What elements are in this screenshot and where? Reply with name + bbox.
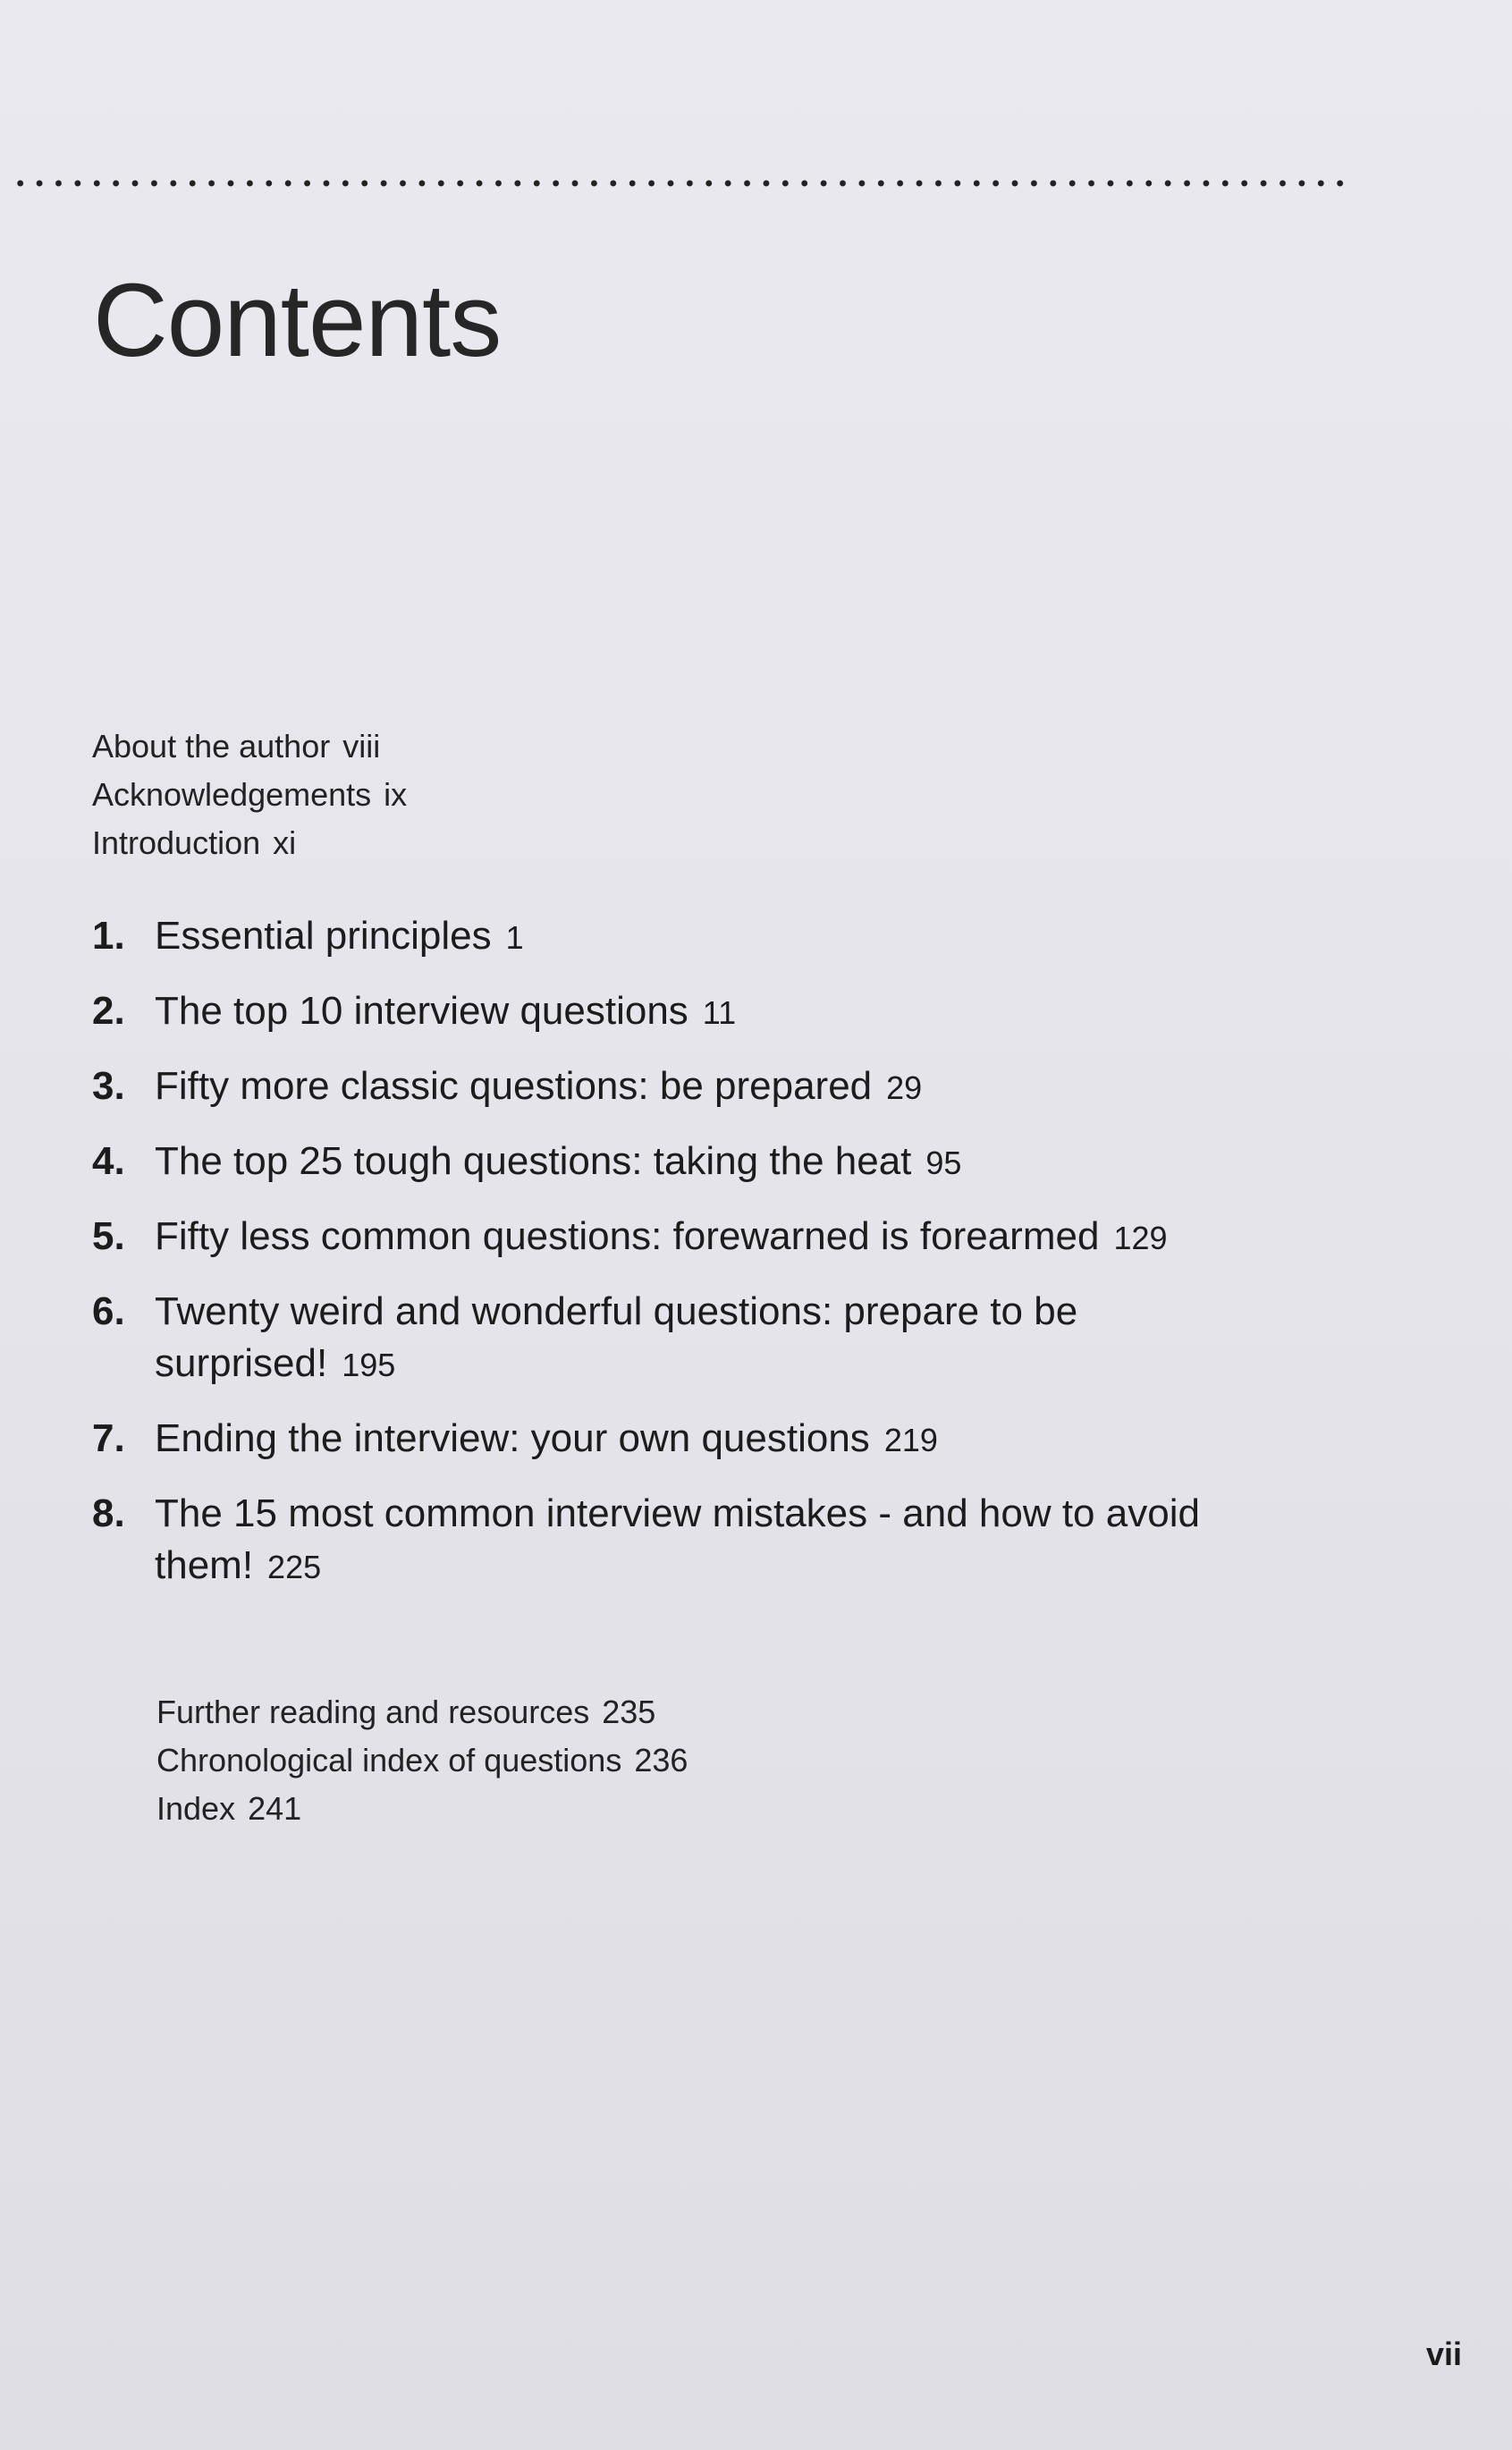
entry-label: Chronological index of questions [156, 1742, 622, 1778]
chapter-number: 2. [92, 989, 125, 1033]
chapter-page: 129 [1113, 1220, 1168, 1256]
chapter-number: 6. [92, 1289, 125, 1333]
chapter-title: Fifty less common questions: forewarned is forearmed [155, 1214, 1100, 1258]
chapter-item [92, 985, 1210, 1039]
chapter-item [92, 1211, 1210, 1264]
entry-page: viii [342, 728, 381, 765]
chapter-page: 1 [505, 919, 524, 956]
chapter-page: 225 [267, 1549, 322, 1585]
chapter-page: 195 [342, 1347, 396, 1383]
dotted-rule-divider [11, 177, 1345, 190]
front-matter-list [92, 722, 407, 867]
chapter-title: Ending the interview: your own questions [155, 1416, 870, 1460]
back-matter-item [156, 1688, 688, 1736]
entry-label: Index [156, 1790, 236, 1827]
chapter-title: Twenty weird and wonderful questions: prepare to be surprised! [155, 1289, 1078, 1385]
chapter-item [92, 1413, 1210, 1466]
chapter-title: The top 10 interview questions [155, 989, 688, 1033]
chapter-number: 1. [92, 914, 125, 958]
entry-label: About the author [92, 728, 331, 765]
chapter-title: Essential principles [155, 914, 492, 958]
chapter-page: 219 [883, 1422, 938, 1458]
chapter-title: Fifty more classic questions: be prepared [155, 1064, 873, 1108]
entry-page: 236 [634, 1742, 688, 1778]
chapter-page: 95 [925, 1145, 962, 1181]
chapter-item [92, 1060, 1210, 1114]
chapter-number: 8. [92, 1491, 125, 1535]
chapter-item [92, 910, 1210, 964]
chapter-title: The 15 most common interview mistakes - and how to avoid them! [155, 1491, 1200, 1587]
front-matter-item [92, 722, 407, 771]
entry-page: 241 [248, 1790, 302, 1827]
back-matter-item [156, 1736, 688, 1785]
entry-page: ix [384, 776, 408, 813]
chapter-page: 11 [702, 994, 737, 1031]
chapter-title: The top 25 tough questions: taking the heat [155, 1139, 912, 1183]
chapter-item [92, 1488, 1210, 1593]
chapter-number: 7. [92, 1416, 125, 1460]
entry-label: Introduction [92, 824, 261, 861]
page-number: vii [1426, 2336, 1463, 2372]
chapter-page: 29 [886, 1069, 923, 1106]
back-matter-list [156, 1688, 688, 1833]
entry-label: Further reading and resources [156, 1694, 590, 1730]
entry-label: Acknowledgements [92, 776, 372, 813]
page-title: Contents [93, 262, 502, 378]
entry-page: 235 [602, 1694, 656, 1730]
chapter-item [92, 1136, 1210, 1189]
front-matter-item [92, 771, 407, 819]
back-matter-item [156, 1785, 688, 1833]
chapter-number: 3. [92, 1064, 125, 1108]
chapter-item [92, 1286, 1210, 1391]
chapter-number: 4. [92, 1139, 125, 1183]
entry-page: xi [273, 824, 297, 861]
chapter-number: 5. [92, 1214, 125, 1258]
chapter-list [92, 910, 1210, 1593]
front-matter-item [92, 819, 407, 867]
